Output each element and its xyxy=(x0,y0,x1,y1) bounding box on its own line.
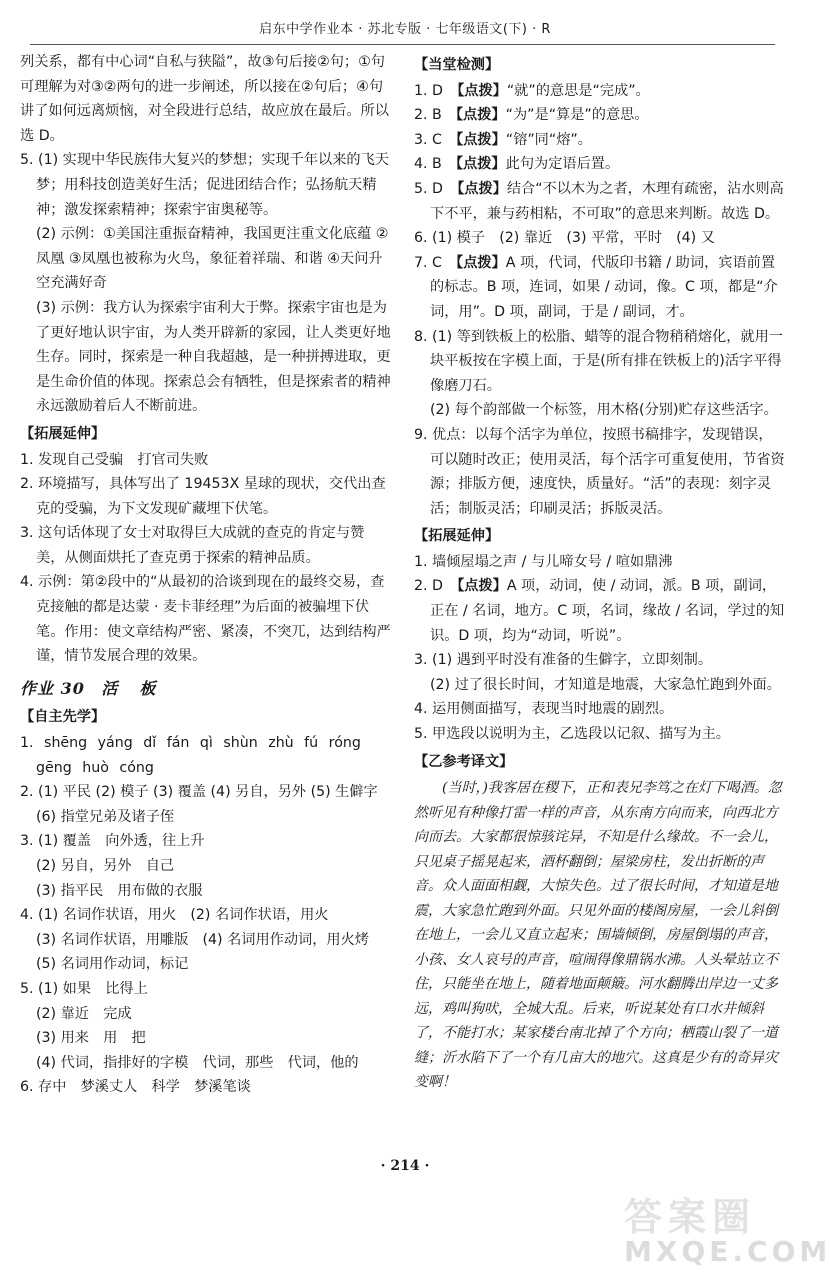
answer-5-3: (3) 示例：我方认为探索宇宙利大于弊。探索宇宙也是为了更好地认识宇宙，为人类开辟新的家园，让人类更好地生存。同时，探索是一种自我超越，是一种拼搏进取，更是生命价值的体现。探索总会有牺牲，但是探索者的精神永远激励着后人不断前进。 xyxy=(36,299,391,415)
hint-label: 【点拨】 xyxy=(457,578,507,595)
answer-choice: 3. C xyxy=(414,131,457,148)
answer-text: 4. 运用侧面描写，表现当时地震的剧烈。 xyxy=(414,701,674,718)
running-header: 启东中学作业本 · 苏北专版 · 七年级语文(下) · R xyxy=(259,22,551,37)
section-heading-extension-right: 【拓展延伸】 xyxy=(414,528,500,545)
self-answer-5b: (2) 靠近 完成 xyxy=(36,1005,132,1022)
answer-text: “就”的意思是“完成”。 xyxy=(506,82,650,99)
assignment-name: 活板 xyxy=(101,678,178,698)
answer-text: A 项，代词，代版印书籍 / 助词，宾语前置的标志。B 项，连词，如果 / 动词，像。C 项，都是“介词，用”。D 项，副词，于是 / 副词，才。 xyxy=(430,254,778,320)
answer-text: 5. 甲选段以说明为主，乙选段以记叙、描写为主。 xyxy=(414,726,730,743)
hint-label: 【点拨】 xyxy=(457,82,507,99)
watermark-text-top: 答案圈 xyxy=(624,1195,757,1239)
answer-item xyxy=(414,673,786,698)
answer-item xyxy=(414,128,786,153)
hint-label: 【点拨】 xyxy=(457,180,507,197)
self-answer-5c: (3) 用来 用 把 xyxy=(36,1030,146,1047)
answer-item xyxy=(414,103,786,128)
answer-item xyxy=(414,226,786,251)
answer-choice: 2. D xyxy=(414,578,458,595)
answer-item xyxy=(414,648,786,673)
hint-label: 【点拨】 xyxy=(455,156,506,173)
self-answer-5d: (4) 代词，指排好的字模 代词，那些 代词，他的 xyxy=(36,1054,359,1071)
answer-text: 9. 优点：以每个活字为单位，按照书稿排字，发现错误，可以随时改正；使用灵活，每个活字可重复使用，节省资源；排版方便，速度快，质量好。“活”的表现：刻字灵活；制版灵活；印刷灵活；拆版灵活。 xyxy=(414,426,785,517)
answer-item xyxy=(414,79,786,104)
answer-item xyxy=(414,722,786,747)
answer-text: 此句为定语后置。 xyxy=(505,156,620,173)
hint-label: 【点拨】 xyxy=(456,254,506,271)
self-answer-5a: 5. (1) 如果 比得上 xyxy=(20,980,148,997)
self-answer-2: 2. (1) 平民 (2) 模子 (3) 覆盖 (4) 另自，另外 (5) 生僻字 (6) 指堂兄弟及诸子侄 xyxy=(20,784,378,825)
self-answer-6: 6. 存中 梦溪丈人 科学 梦溪笔谈 xyxy=(20,1079,251,1096)
extension-answers xyxy=(414,550,786,747)
answer-text: 8. (1) 等到铁板上的松脂、蜡等的混合物稍稍熔化，就用一块平板按在字模上面，于是(所有排在铁板上的)活字平得像磨刀石。 xyxy=(414,328,783,394)
answer-item xyxy=(414,251,786,325)
answer-item xyxy=(414,574,786,648)
section-heading-class-test: 【当堂检测】 xyxy=(414,57,500,73)
answer-text: “为”是“算是”的意思。 xyxy=(505,107,649,124)
answer-choice: 5. D xyxy=(414,180,458,197)
section-heading-extension: 【拓展延伸】 xyxy=(20,425,106,442)
watermark-text-bottom: MXQE.COM xyxy=(624,1235,831,1268)
answer-text: 1. 墙倾屋塌之声 / 与儿啼女号 / 喧如鼎沸 xyxy=(414,553,673,570)
right-column xyxy=(414,50,786,1095)
answer-item xyxy=(414,423,786,521)
class-test-answers xyxy=(414,79,786,522)
self-answer-4b: (3) 名词作状语，用雕版 (4) 名词用作动词，用火烤 xyxy=(36,931,369,948)
left-column xyxy=(20,50,392,1100)
answer-5-1: 5. (1) 实现中华民族伟大复兴的梦想；实现千年以来的飞天梦；用科技创造美好生活；促进团结合作；弘扬航天精神；激发探索精神；探索宇宙奥秘等。 xyxy=(20,152,389,218)
header-rule xyxy=(30,44,775,45)
answer-text: A 项，动词，使 / 动词，派。B 项，副词，正在 / 名词，地方。C 项，名词，缘故 / 名词，学过的知识。D 项，均为“动词，听说”。 xyxy=(430,578,785,644)
ext-answer-1: 1. 发现自己受骗 打官司失败 xyxy=(20,451,209,468)
self-answer-3a: 3. (1) 覆盖 向外透，往上升 xyxy=(20,833,205,850)
translation-text: (当时，)我客居在稷下，正和表兄李笃之在灯下喝酒。忽然听见有种像打雷一样的声音，从东南方向而来，向西北方向而去。大家都很惊骇诧异，不知是什么缘故。不一会儿，只见桌子摇晃起来，酒杯翻倒；屋梁房柱，发出折断的声音。众人面面相觑，大惊失色。过了很长时间，才知道是地震，大家急忙跑到外面。只见外面的楼阁房屋，一会儿斜倒在地上，一会儿又直立起来；围墙倾倒，房屋倒塌的声音，小孩、女人哀号的声音，喧闹得像鼎锅水沸。人头晕站立不住，只能坐在地上，随着地面颠簸。河水翻腾出岸边一丈多远，鸡叫狗吠，全城大乱。后来，听说某处有口水井倾斜了，不能打水；某家楼台南北掉了个方向；栖霞山裂了一道缝；沂水陷下了一个有几亩大的地穴。这真是少有的奇异灾变啊！ xyxy=(414,780,782,1091)
hint-label: 【点拨】 xyxy=(455,107,506,124)
page-number: · 214 · xyxy=(380,1158,430,1174)
answer-item xyxy=(414,550,786,575)
self-answer-3b: (2) 另自，另外 自己 xyxy=(36,858,175,874)
answer-text: 6. (1) 模子 (2) 靠近 (3) 平常，平时 (4) 又 xyxy=(414,230,715,247)
answer-choice: 1. D xyxy=(414,82,458,99)
answer-item xyxy=(414,177,786,226)
translation-heading: 【乙参考译文】 xyxy=(414,753,514,770)
answer-item xyxy=(414,152,786,177)
answer-choice: 7. C xyxy=(414,254,457,271)
answer-text: (2) 每个韵部做一个标签，用木格(分别)贮存这些活字。 xyxy=(430,402,778,419)
answer-text: 结合“不以木为之者，木理有疏密，沾水则高下不平，兼与药相粘，不可取”的意思来判断。故选 D。 xyxy=(430,180,784,222)
answer-item xyxy=(414,398,786,423)
section-heading-self-study: 【自主先学】 xyxy=(20,709,106,726)
self-answer-3c: (3) 指平民 用布做的衣服 xyxy=(36,882,203,899)
self-answer-4c: (5) 名词用作动词，标记 xyxy=(36,956,189,973)
self-answer-4a: 4. (1) 名词作状语，用火 (2) 名词作状语，用火 xyxy=(20,907,329,924)
ext-answer-3: 3. 这句话体现了女士对取得巨大成就的查克的肯定与赞美，从侧面烘托了查克勇于探索的精神品质。 xyxy=(20,525,365,566)
assignment-number: 作业 30 xyxy=(20,678,85,698)
self-answer-1: 1. shēng yáng dǐ fán qì shùn zhù fú róng gēng huò cóng xyxy=(20,735,361,776)
ext-answer-2: 2. 环境描写，具体写出了 19453X 星球的现状，交代出查克的受骗，为下文发现矿藏埋下伏笔。 xyxy=(20,476,386,517)
answer-5-2: (2) 示例：①美国注重振奋精神，我国更注重文化底蕴 ②凤凰 ③凤凰也被称为火鸟，象征着祥瑞、和谐 ④天问升空充满好奇 xyxy=(36,226,389,292)
answer-item xyxy=(414,325,786,399)
answer-choice: 4. B xyxy=(414,156,456,173)
answer-text: (2) 过了很长时间，才知道是地震，大家急忙跑到外面。 xyxy=(430,676,781,693)
ext-answer-4: 4. 示例：第②段中的“从最初的洽谈到现在的最终交易，查克接触的都是达蒙 · 麦卡菲经理”为后面的被骗埋下伏笔。作用：使文章结构严密、紧凑，不突兀，达到结构严谨，情节发展合理的效果。 xyxy=(20,574,391,665)
watermark-logo xyxy=(624,1186,831,1274)
answer-text: “镕”同“熔”。 xyxy=(505,131,592,148)
answer-choice: 2. B xyxy=(414,107,456,124)
answer-text: 3. (1) 遇到平时没有准备的生僻字，立即刻制。 xyxy=(414,652,713,669)
continued-answer: 列关系，都有中心词“自私与狭隘”，故③句后接②句；①句可理解为对③②两句的进一步阐述，所以接在②句后；④句讲了如何远离烦恼，对全段进行总结，故应放在最后。所以选 D。 xyxy=(20,54,389,144)
assignment-title xyxy=(20,677,392,702)
answer-item xyxy=(414,697,786,722)
hint-label: 【点拨】 xyxy=(456,131,506,148)
